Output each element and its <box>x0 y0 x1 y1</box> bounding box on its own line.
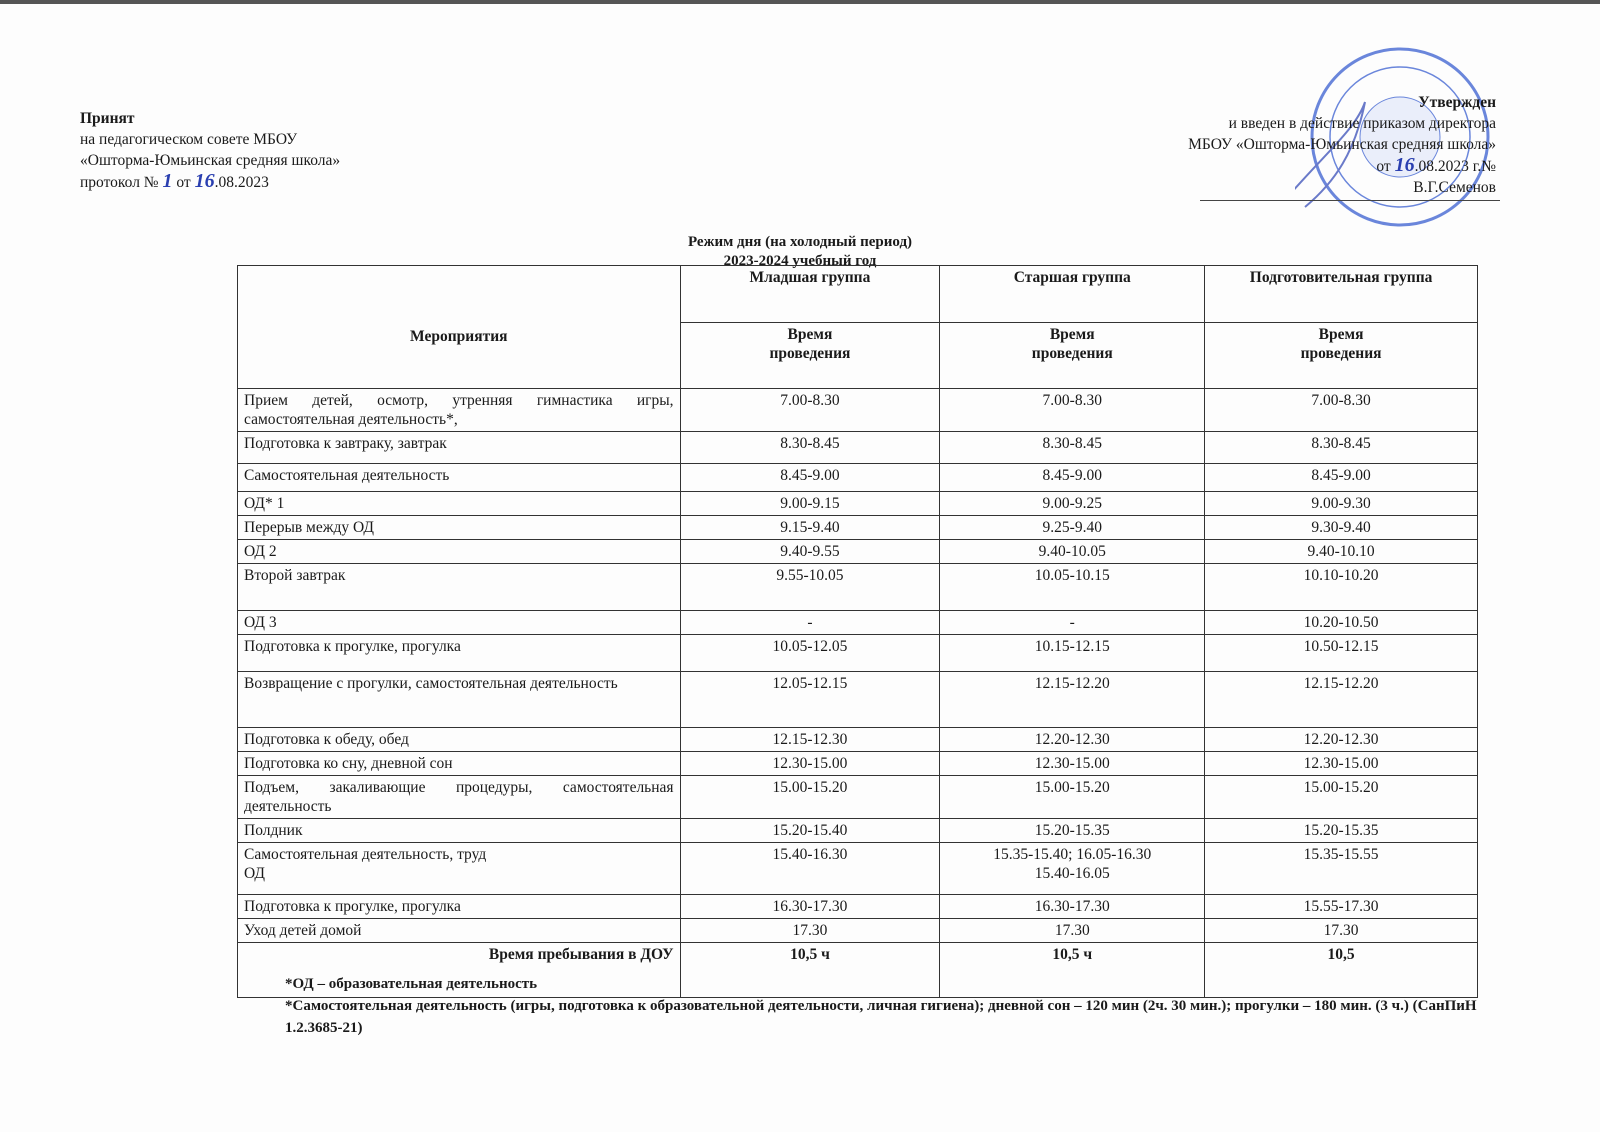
time-cell: 8.30-8.45 <box>1205 432 1478 464</box>
activity-cell: ОД 3 <box>238 611 681 635</box>
time-cell: 7.00-8.30 <box>1205 389 1478 432</box>
time-header-text: Время проведения <box>1031 326 1113 362</box>
scan-edge <box>0 0 1600 4</box>
time-cell: 15.55-17.30 <box>1205 895 1478 919</box>
table-row <box>238 564 1478 611</box>
time-cell: - <box>940 611 1205 635</box>
time-cell: 9.25-9.40 <box>940 516 1205 540</box>
time-cell: 8.45-9.00 <box>1205 464 1478 492</box>
activity-cell: Подготовка к прогулке, прогулка <box>238 895 681 919</box>
table-row <box>238 540 1478 564</box>
time-cell: 15.35-15.40; 16.05-16.30 15.40-16.05 <box>940 843 1205 895</box>
activity-cell: Подготовка ко сну, дневной сон <box>238 752 681 776</box>
time-cell: 12.15-12.30 <box>680 728 940 752</box>
group-header: Подготовительная группа <box>1205 266 1478 323</box>
table-row <box>238 432 1478 464</box>
protocol-mid: от <box>172 174 195 191</box>
table-row <box>238 389 1478 432</box>
time-cell: 12.30-15.00 <box>940 752 1205 776</box>
time-cell: 9.40-10.10 <box>1205 540 1478 564</box>
time-cell: 9.55-10.05 <box>680 564 940 611</box>
time-cell: 12.05-12.15 <box>680 672 940 728</box>
time-cell: 8.30-8.45 <box>940 432 1205 464</box>
time-header-text: Время проведения <box>1300 326 1382 362</box>
activity-cell: Полдник <box>238 819 681 843</box>
table-row <box>238 776 1478 819</box>
title-line: Режим дня (на холодный период) <box>687 234 913 250</box>
table-row <box>238 919 1478 943</box>
approved-line: МБОУ «Ошторма-Юмьинская средняя школа» <box>1188 136 1496 153</box>
time-header <box>680 323 940 389</box>
activity-cell: Перерыв между ОД <box>238 516 681 540</box>
table-row <box>238 516 1478 540</box>
activity-cell: Второй завтрак <box>238 564 681 611</box>
time-cell: 17.30 <box>940 919 1205 943</box>
activity-cell: Прием детей, осмотр, утренняя гимнастика игры, самостоятельная деятельность*, <box>238 389 681 432</box>
table-row <box>238 843 1478 895</box>
time-cell: 15.20-15.35 <box>940 819 1205 843</box>
time-cell: 12.20-12.30 <box>940 728 1205 752</box>
time-cell: 7.00-8.30 <box>940 389 1205 432</box>
activity-cell: ОД 2 <box>238 540 681 564</box>
activity-cell: Подготовка к обеду, обед <box>238 728 681 752</box>
time-cell: 9.15-9.40 <box>680 516 940 540</box>
time-cell: 16.30-17.30 <box>940 895 1205 919</box>
time-cell: 8.45-9.00 <box>940 464 1205 492</box>
accepted-block <box>80 108 340 193</box>
table-row <box>238 672 1478 728</box>
time-cell: 12.15-12.20 <box>940 672 1205 728</box>
time-cell: 9.00-9.15 <box>680 492 940 516</box>
time-cell: 10.05-12.05 <box>680 635 940 672</box>
total-label: Время пребывания в ДОУ <box>238 943 681 998</box>
order-line <box>1188 155 1496 177</box>
time-cell: 15.00-15.20 <box>940 776 1205 819</box>
time-header <box>1205 323 1478 389</box>
time-cell: 10.10-10.20 <box>1205 564 1478 611</box>
approved-block <box>1188 92 1496 198</box>
time-cell: 17.30 <box>680 919 940 943</box>
approved-heading: Утвержден <box>1418 94 1496 111</box>
table-row <box>238 895 1478 919</box>
time-cell: 9.40-10.05 <box>940 540 1205 564</box>
time-cell: 10.05-10.15 <box>940 564 1205 611</box>
order-prefix: от <box>1376 158 1395 175</box>
activity-cell: Подготовка к завтраку, завтрак <box>238 432 681 464</box>
time-cell: 12.15-12.20 <box>1205 672 1478 728</box>
accepted-line: «Ошторма-Юмьинская средняя школа» <box>80 152 341 169</box>
time-cell: 9.40-9.55 <box>680 540 940 564</box>
time-cell: 15.00-15.20 <box>1205 776 1478 819</box>
group-header: Старшая группа <box>940 266 1205 323</box>
time-cell: 9.00-9.25 <box>940 492 1205 516</box>
time-cell: 15.20-15.40 <box>680 819 940 843</box>
schedule-table <box>237 265 1478 998</box>
time-cell: - <box>680 611 940 635</box>
approved-line: и введен в действие приказом директора <box>1228 115 1496 132</box>
protocol-line <box>80 171 340 193</box>
time-cell: 15.40-16.30 <box>680 843 940 895</box>
table-row <box>238 464 1478 492</box>
footnote: *Самостоятельная деятельность (игры, подготовка к образовательной деятельности, личная гигиена); дневной сон – 120 мин (2ч. 30 мин.); прогулки – 180 мин. (3 ч.) (СанПиН 1.2.3685-21) <box>285 998 1477 1036</box>
activity-cell: Уход детей домой <box>238 919 681 943</box>
table-row <box>238 492 1478 516</box>
activity-cell: Самостоятельная деятельность, труд ОД <box>238 843 681 895</box>
activity-header: Мероприятия <box>238 266 681 389</box>
time-cell: 10.50-12.15 <box>1205 635 1478 672</box>
accepted-heading: Принят <box>80 110 135 127</box>
total-value: 10,5 ч <box>940 943 1205 998</box>
time-cell: 7.00-8.30 <box>680 389 940 432</box>
time-cell: 8.45-9.00 <box>680 464 940 492</box>
time-header-text: Время проведения <box>769 326 851 362</box>
time-cell: 9.30-9.40 <box>1205 516 1478 540</box>
director-name: В.Г.Семенов <box>1413 179 1496 196</box>
time-cell: 10.15-12.15 <box>940 635 1205 672</box>
time-cell: 10.20-10.50 <box>1205 611 1478 635</box>
table-row <box>238 752 1478 776</box>
activity-cell: Подъем, закаливающие процедуры, самостоятельная деятельность <box>238 776 681 819</box>
protocol-date: .08.2023 <box>214 174 269 191</box>
time-cell: 15.00-15.20 <box>680 776 940 819</box>
order-day: 16 <box>1394 154 1415 176</box>
time-cell: 12.20-12.30 <box>1205 728 1478 752</box>
group-header: Младшая группа <box>680 266 940 323</box>
time-cell: 9.00-9.30 <box>1205 492 1478 516</box>
table-row <box>238 635 1478 672</box>
footnote: *ОД – образовательная деятельность <box>285 976 538 992</box>
time-cell: 17.30 <box>1205 919 1478 943</box>
activity-cell: Возвращение с прогулки, самостоятельная деятельность <box>238 672 681 728</box>
protocol-day: 16 <box>194 170 215 192</box>
total-value: 10,5 ч <box>680 943 940 998</box>
activity-cell: ОД* 1 <box>238 492 681 516</box>
activity-cell: Подготовка к прогулке, прогулка <box>238 635 681 672</box>
total-value: 10,5 <box>1205 943 1478 998</box>
time-cell: 8.30-8.45 <box>680 432 940 464</box>
time-header <box>940 323 1205 389</box>
table-row <box>238 819 1478 843</box>
order-date: .08.2023 г.№ <box>1414 158 1496 175</box>
accepted-line: на педагогическом совете МБОУ <box>80 131 298 148</box>
time-cell: 12.30-15.00 <box>680 752 940 776</box>
table-row <box>238 728 1478 752</box>
title-year: 2023-2024 учебный год <box>723 253 877 269</box>
footnotes <box>285 973 1515 1039</box>
time-cell: 12.30-15.00 <box>1205 752 1478 776</box>
table-row <box>238 611 1478 635</box>
signature-line <box>1200 200 1500 201</box>
time-cell: 15.35-15.55 <box>1205 843 1478 895</box>
protocol-prefix: протокол № <box>80 174 163 191</box>
time-cell: 16.30-17.30 <box>680 895 940 919</box>
time-cell: 15.20-15.35 <box>1205 819 1478 843</box>
activity-cell: Самостоятельная деятельность <box>238 464 681 492</box>
protocol-number: 1 <box>162 170 173 192</box>
